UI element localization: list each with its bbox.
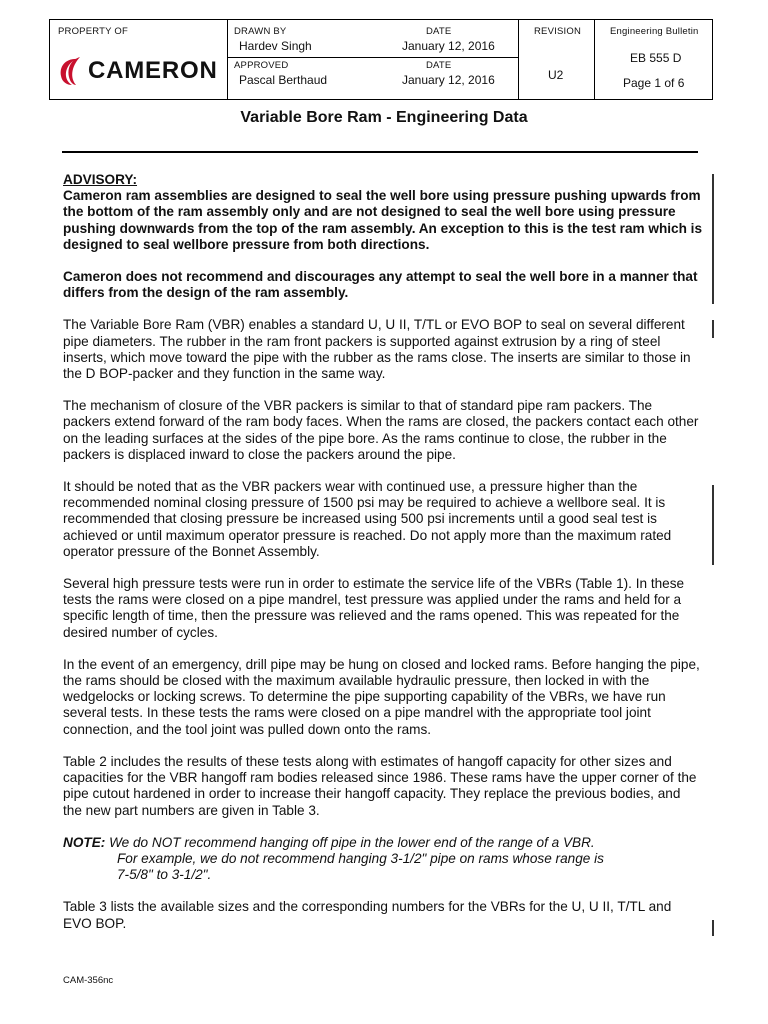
bulletin-number: EB 555 D xyxy=(630,51,682,65)
title-rule xyxy=(62,151,698,153)
drawn-by-name: Hardev Singh xyxy=(239,39,312,53)
body-paragraph: Table 2 includes the results of these tests along with estimates of hangoff capacity for other sizes and capacities for the VBR hangoff ram bodies released since 1986. These rams have the upper corner of the pipe cutout hardened in order to increase their hangoff capacity. They replace the previous bodies, and the new part numbers are given in Table 3. xyxy=(63,753,697,818)
body-paragraph: It should be noted that as the VBR packers wear with continued use, a pressure higher than the recommended nominal closing pressure of 1500 psi may be required to achieve a wellbore seal. It is recommended that closing pressure be increased using 500 psi increments until a good seal test is achieved or until maximum operator pressure is reached. Do not apply more than the maximum rated operator pressure of the Bonnet Assembly. xyxy=(63,479,672,559)
body-paragraph: Table 3 lists the available sizes and the corresponding numbers for the VBRs for the U, U II, T/TL and EVO BOP. xyxy=(63,899,672,931)
body-paragraph: In the event of an emergency, drill pipe may be hung on closed and locked rams. Before hanging the pipe, the rams should be closed with the maximum available hydraulic pressure, then locked in with the wedgelocks or locking screws. To determine the pipe supporting capability of the VBRs, we have run several tests. In these tests the rams were closed on a pipe mandrel with the appropriate tool joint connection, and the tool joint was pulled down onto the rams. xyxy=(63,656,700,737)
note-text: 7-5/8" to 3-1/2". xyxy=(117,867,212,883)
divider xyxy=(227,20,228,99)
date-label: DATE xyxy=(426,26,452,37)
document-body xyxy=(63,172,703,932)
revision-label: REVISION xyxy=(534,26,581,37)
body-paragraph: Several high pressure tests were run in order to estimate the service life of the VBRs (Table 1). In these tests the rams were closed on a pipe mandrel, test pressure was applied under the rams and held for a specific length of time, then the pressure was relieved and the rams opened. This was repeated for the desired number of cycles. xyxy=(63,576,685,640)
body-paragraph: The Variable Bore Ram (VBR) enables a standard U, U II, T/TL or EVO BOP to seal on several different pipe diameters. The rubber in the ram front packers is supported against extrusion by a ring of steel inserts, which move toward the pipe with the rubber as the rams close. The inserts are similar to those in the D BOP-packer and they function in the same way. xyxy=(63,317,691,382)
advisory-paragraph: Cameron ram assemblies are designed to seal the well bore using pressure pushing upwards from the bottom of the ram assembly only and are not designed to seal the well bore using pressure pushing downwards from the top of the ram assembly. An exception to this is the test ram which is designed to seal wellbore pressure from both directions. xyxy=(63,188,702,252)
note-text: For example, we do not recommend hanging 3-1/2" pipe on rams whose range is xyxy=(117,850,604,866)
body-paragraph: The mechanism of closure of the VBR packers is similar to that of standard pipe ram packers. The packers extend forward of the ram body faces. When the rams are closed, the packers contact each other on the leading surfaces at the sides of the pipe bore. As the rams continue to close, the rubber in the packers is displaced inward to close the packers around the pipe. xyxy=(63,398,699,462)
footer-code: CAM-356nc xyxy=(63,975,114,986)
revision-value: U2 xyxy=(548,68,564,82)
date-label: DATE xyxy=(426,60,452,71)
revision-change-bar xyxy=(712,174,714,304)
revision-change-bar xyxy=(712,485,714,565)
bulletin-label: Engineering Bulletin xyxy=(610,26,699,37)
page-title: Variable Bore Ram - Engineering Data xyxy=(240,109,528,126)
property-of-label: PROPERTY OF xyxy=(58,26,128,37)
header-block xyxy=(49,19,713,100)
advisory-heading: ADVISORY: xyxy=(63,172,138,187)
advisory-paragraph: Cameron does not recommend and discourages any attempt to seal the well bore in a manner that differs from the design of the ram assembly. xyxy=(63,269,698,301)
approved-name: Pascal Berthaud xyxy=(239,73,328,87)
approved-date: January 12, 2016 xyxy=(402,73,495,87)
divider xyxy=(594,20,595,99)
drawn-date: January 12, 2016 xyxy=(402,39,495,53)
page-indicator: Page 1 of 6 xyxy=(623,76,685,90)
logo-wordmark: CAMERON xyxy=(88,57,218,84)
cameron-logo-icon xyxy=(56,54,86,88)
note-text: We do NOT recommend hanging off pipe in the lower end of the range of a VBR. xyxy=(109,834,595,850)
drawn-by-label: DRAWN BY xyxy=(234,26,287,37)
divider xyxy=(518,20,519,99)
cameron-logo xyxy=(56,54,218,88)
note-block xyxy=(63,835,703,851)
revision-change-bar xyxy=(712,920,714,936)
revision-change-bar xyxy=(712,320,714,338)
divider xyxy=(227,57,518,58)
note-label: NOTE: xyxy=(63,834,106,850)
approved-label: APPROVED xyxy=(234,60,289,71)
